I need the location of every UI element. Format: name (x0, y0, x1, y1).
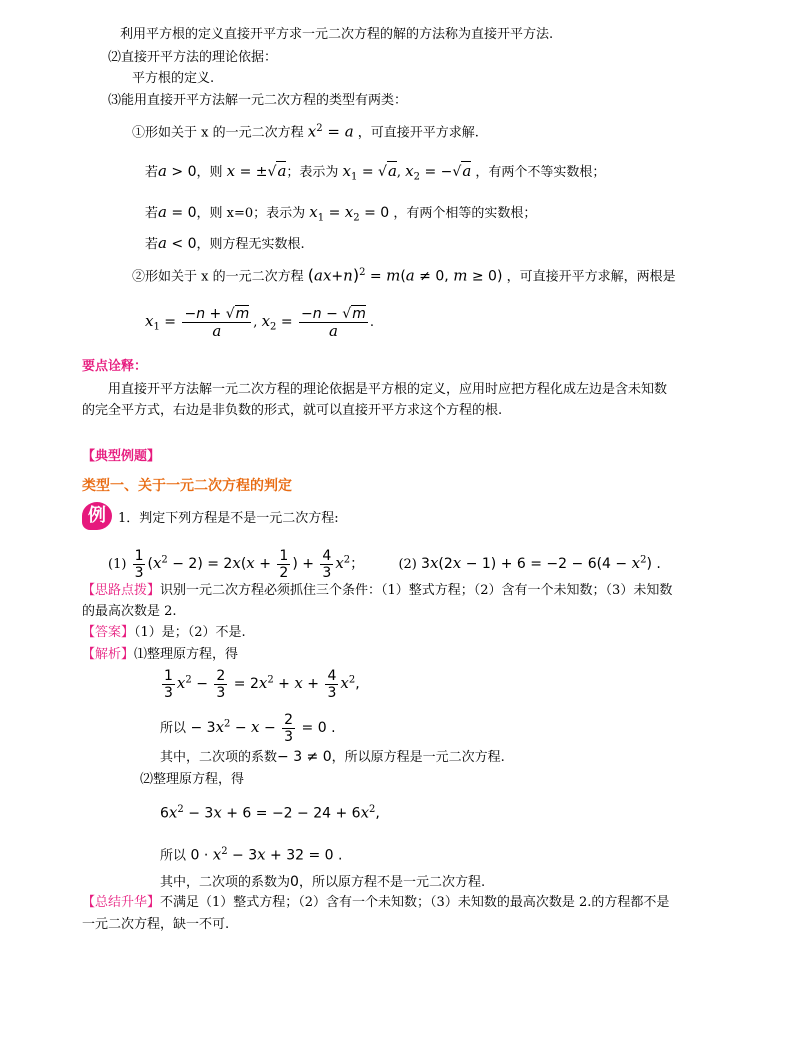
types-heading: ⑶能用直接开平方法解一元二次方程的类型有两类： (108, 93, 408, 108)
analysis-equation-1: $\frac{1}{3}$ $x^2$ − $\frac{2}{3}$ = $2x^2 + x$ + $\frac{4}{3}$ $x^2$, (164, 668, 360, 701)
type1-zero-case: 若a = 0，则 x=0；表示为 $x_1 = x_2 = 0$ ，有两个相等的实数根； (145, 203, 537, 224)
type1-heading: ①形如关于 x 的一元二次方程 $x^2 = a$ ，可直接开平方求解. (132, 122, 479, 141)
summary-line-1: 【总结升华】不满足（1）整式方程；（2）含有一个未知数；（3）未知数的最高次数是 2.的方程都不是 (82, 895, 670, 910)
problem-1-label: (1) (108, 557, 127, 572)
note-line-1: 用直接开平方法解一元二次方程的理论依据是平方根的定义，应用时应把方程化成左边是含未知数 (108, 382, 668, 397)
analysis-conclusion-1: 其中，二次项的系数− 3 ≠ 0，所以原方程是一元二次方程. (160, 749, 505, 765)
analysis-equation-4: 所以 $0 \cdot x^2 - 3x + 32 = 0$ . (160, 845, 343, 864)
type1-positive-case: 若a > 0，则 x = ±√a；表示为 $x_1 = √a$, $x_2 = -√a$ ，有两个不等实数根； (145, 162, 606, 183)
basis-heading: ⑵直接开平方法的理论依据： (108, 50, 278, 65)
type2-roots: $x_1$ = $\frac{-n + √m}{a}$ , $x_2$ = $\frac{-n - √m}{a}$ . (145, 306, 374, 340)
note-label: 要点诠释： (82, 359, 148, 374)
analysis-equation-3: $6x^2 - 3x + 6 = -2 - 24 + 6x^2$, (160, 803, 380, 822)
answer: 【答案】（1）是；（2）不是. (82, 625, 246, 640)
type1-negative-case: 若a < 0，则方程无实数根. (145, 234, 305, 252)
problem-2-label: (2) (398, 557, 417, 572)
hint-line-2: 的最高次数是 2. (82, 604, 177, 619)
analysis-step-1: 【解析】⑴整理原方程，得 (82, 647, 239, 662)
example-stem: 1．判定下列方程是不是一元二次方程: (118, 511, 339, 526)
analysis-step-2: ⑵整理原方程，得 (140, 772, 245, 787)
example-badge: 例 (82, 502, 112, 530)
definition-text: 利用平方根的定义直接开平方求一元二次方程的解的方法称为直接开平方法. (120, 27, 554, 42)
hint-line-1: 【思路点拨】识别一元二次方程必须抓住三个条件：（1）整式方程；（2）含有一个未知数；（3）未知数 (82, 583, 673, 598)
examples-title: 【典型例题】 (82, 449, 161, 464)
summary-line-2: 一元二次方程，缺一不可. (82, 917, 230, 932)
basis-body: 平方根的定义. (132, 71, 215, 86)
type2-heading: ②形如关于 x 的一元二次方程 $(ax+n)^2 = m(a \ne 0$, m ≥ 0) ，可直接开平方求解，两根是 (132, 265, 676, 285)
note-line-2: 的完全平方式，右边是非负数的形式，就可以直接开平方求这个方程的根. (82, 403, 503, 418)
analysis-equation-2: 所以 − $3x^2 - x$ − $\frac{2}{3}$ = 0 . (160, 712, 336, 745)
analysis-conclusion-2: 其中，二次项的系数为0，所以原方程不是一元二次方程. (160, 874, 486, 890)
example-equations: (1) $\frac{1}{3}$ $(x^2 - 2) = 2x(x$ + $\frac{1}{2}$ ) + $\frac{4}{3}$ $x^2$； (2) $3x(2x - 1) + 6 = -2 - 6(4 - x^2)$ . (108, 548, 661, 581)
type-title: 类型一、关于一元二次方程的判定 (82, 478, 292, 494)
